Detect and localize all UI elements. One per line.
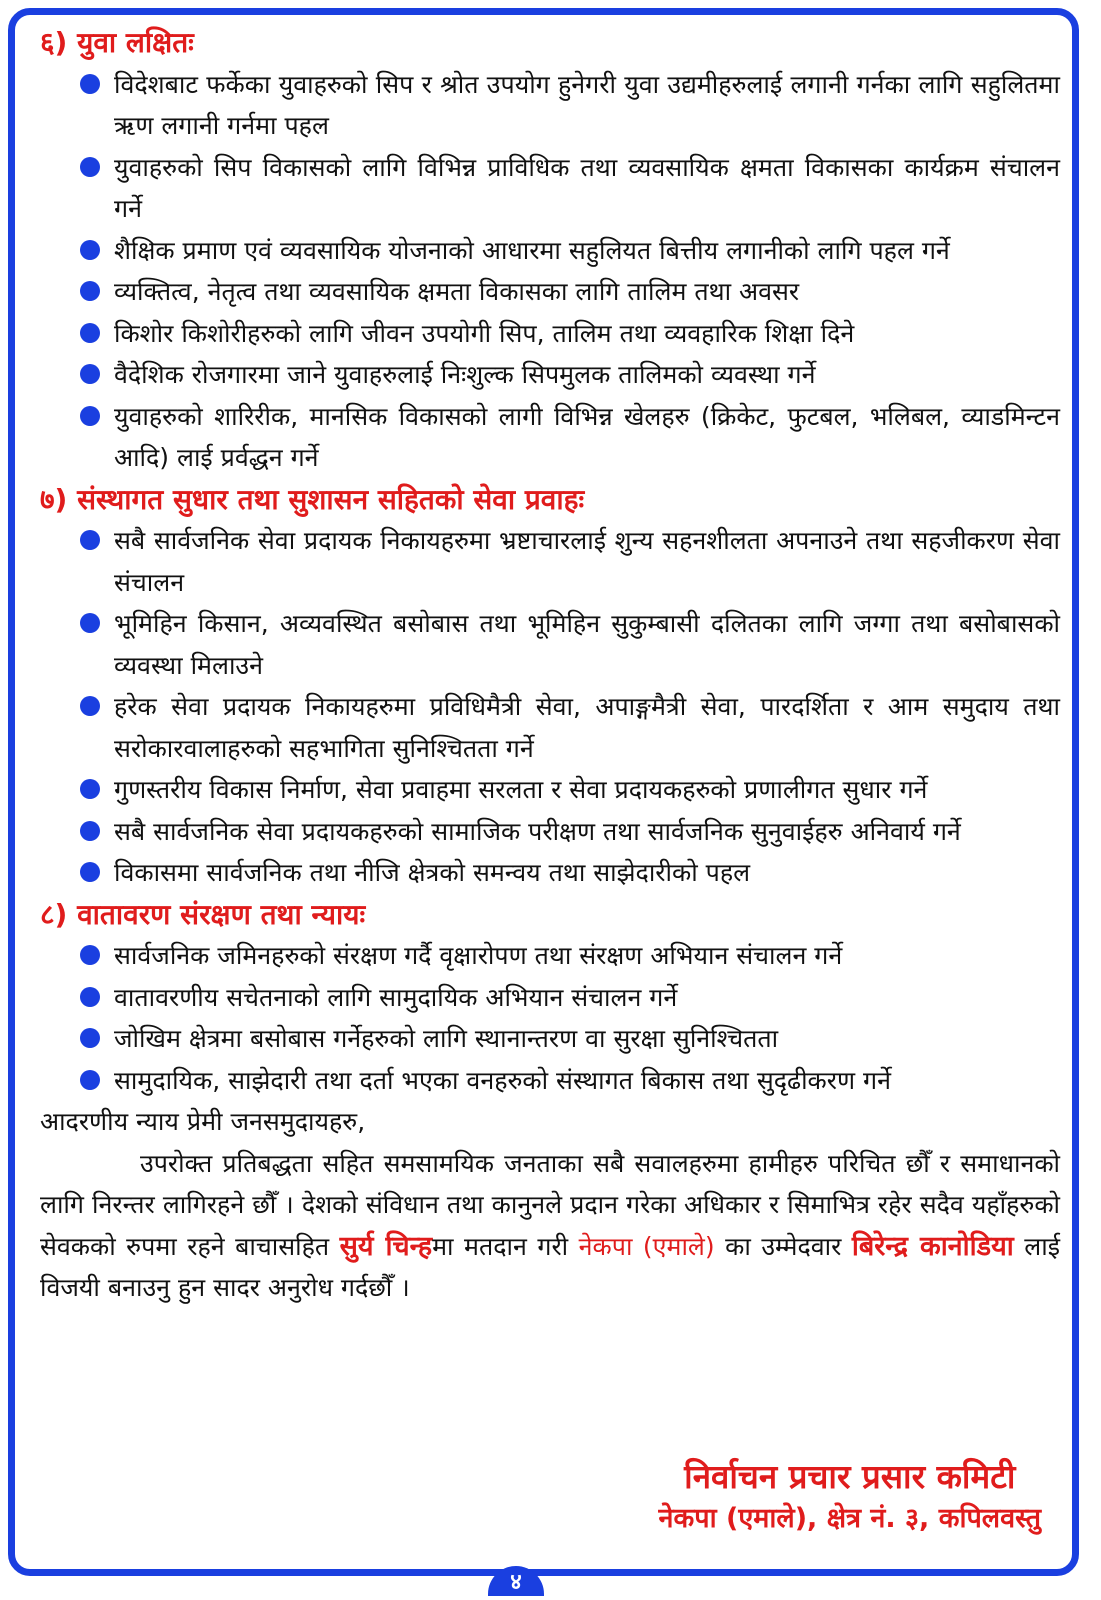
election-symbol: सुर्य चिन्ह: [339, 1230, 433, 1262]
list-item: किशोर किशोरीहरुको लागि जीवन उपयोगी सिप, तालिम तथा व्यवहारिक शिक्षा दिने: [40, 313, 1060, 355]
list-item: विदेशबाट फर्केका युवाहरुको सिप र श्रोत उपयोग हुनेगरी युवा उद्यमीहरुलाई लगानी गर्नका लागि सहुलितमा ऋण लगानी गर्नमा पहल: [40, 64, 1060, 147]
list-item: वैदेशिक रोजगारमा जाने युवाहरुलाई निःशुल्क सिपमुलक तालिमको व्यवस्था गर्ने: [40, 354, 1060, 396]
bullet-icon: [80, 323, 100, 343]
list-item: जोखिम क्षेत्रमा बसोबास गर्नेहरुको लागि स्थानान्तरण वा सुरक्षा सुनिश्चितता: [40, 1018, 1060, 1060]
list-item: युवाहरुको शारिरीक, मानसिक विकासको लागी विभिन्न खेलहरु (क्रिकेट, फुटबल, भलिबल, व्याडमिन्टन आदि) लाई प्रर्वद्धन गर्ने: [40, 396, 1060, 479]
bullet-icon: [80, 281, 100, 301]
party-name: नेकपा (एमाले): [578, 1231, 715, 1261]
youth-list: [40, 64, 1060, 479]
bullet-icon: [80, 987, 100, 1007]
section-heading-governance: ७) संस्थागत सुधार तथा सुशासन सहितको सेवा प्रवाहः: [40, 482, 585, 516]
list-item: वातावरणीय सचेतनाको लागि सामुदायिक अभियान संचालन गर्ने: [40, 977, 1060, 1019]
bullet-icon: [80, 364, 100, 384]
bullet-icon: [80, 945, 100, 965]
list-item: गुणस्तरीय विकास निर्माण, सेवा प्रवाहमा सरलता र सेवा प्रदायकहरुको प्रणालीगत सुधार गर्ने: [40, 769, 1060, 811]
list-item: शैक्षिक प्रमाण एवं व्यवसायिक योजनाको आधारमा सहुलियत बित्तीय लगानीको लागि पहल गर्ने: [40, 230, 1060, 272]
list-item: हरेक सेवा प्रदायक निकायहरुमा प्रविधिमैत्री सेवा, अपाङ्गमैत्री सेवा, पारदर्शिता र आम समुदाय तथा सरोकारवालाहरुको सहभागिता सुनिश्चितता गर्ने: [40, 686, 1060, 769]
bullet-icon: [80, 1070, 100, 1090]
list-item: भूमिहिन किसान, अव्यवस्थित बसोबास तथा भूमिहिन सुकुम्बासी दलितका लागि जग्गा तथा बसोबासको व्यवस्था मिलाउने: [40, 603, 1060, 686]
document-body: [40, 22, 1060, 1309]
list-item: विकासमा सार्वजनिक तथा नीजि क्षेत्रको समन्वय तथा साझेदारीको पहल: [40, 852, 1060, 894]
page-number: ४: [488, 1566, 544, 1596]
greeting-line: आदरणीय न्याय प्रेमी जनसमुदायहरु,: [40, 1107, 366, 1136]
candidate-name: बिरेन्द्र कानोडिया: [851, 1230, 1014, 1262]
bullet-icon: [80, 696, 100, 716]
bullet-icon: [80, 613, 100, 633]
list-item: युवाहरुको सिप विकासको लागि विभिन्न प्राविधिक तथा व्यवसायिक क्षमता विकासका कार्यक्रम संचालन गर्ने: [40, 147, 1060, 230]
bullet-icon: [80, 74, 100, 94]
closing-paragraph: उपरोक्त प्रतिबद्धता सहित समसामयिक जनताका सबै सवालहरुमा हामीहरु परिचित छौँ र समाधानको लागि निरन्तर लागिरहने छौँ । देशको संविधान तथा कानुनले प्रदान गरेका अधिकार र सिमाभित्र रहेर सदैव यहाँहरुको सेवकको रुपमा रहने बाचासहित सुर्य चिन्हमा मतदान गरी नेकपा (एमाले) का उम्मेदवार बिरेन्द्र कानोडिया लाई विजयी बनाउनु हुन सादर अनुरोध गर्दछौँ ।: [40, 1148, 1060, 1302]
committee-name: निर्वाचन प्रचार प्रसार कमिटी: [684, 1457, 1016, 1496]
bullet-icon: [80, 406, 100, 426]
section-heading-environment: ८) वातावरण संरक्षण तथा न्यायः: [40, 897, 366, 931]
governance-list: [40, 520, 1060, 894]
list-item: सबै सार्वजनिक सेवा प्रदायक निकायहरुमा भ्रष्टाचारलाई शुन्य सहनशीलता अपनाउने तथा सहजीकरण सेवा संचालन: [40, 520, 1060, 603]
list-item: सार्वजनिक जमिनहरुको संरक्षण गर्दै वृक्षारोपण तथा संरक्षण अभियान संचालन गर्ने: [40, 935, 1060, 977]
bullet-icon: [80, 779, 100, 799]
bullet-icon: [80, 862, 100, 882]
party-constituency: नेकपा (एमाले), क्षेत्र नं. ३, कपिलवस्तु: [658, 1503, 1041, 1534]
environment-list: [40, 935, 1060, 1101]
bullet-icon: [80, 1028, 100, 1048]
bullet-icon: [80, 240, 100, 260]
bullet-icon: [80, 821, 100, 841]
list-item: सामुदायिक, साझेदारी तथा दर्ता भएका वनहरुको संस्थागत बिकास तथा सुदृढीकरण गर्ने: [40, 1060, 1060, 1102]
list-item: व्यक्तित्व, नेतृत्व तथा व्यवसायिक क्षमता विकासका लागि तालिम तथा अवसर: [40, 271, 1060, 313]
section-heading-youth: ६) युवा लक्षितः: [40, 26, 194, 59]
list-item: सबै सार्वजनिक सेवा प्रदायकहरुको सामाजिक परीक्षण तथा सार्वजनिक सुनुवाईहरु अनिवार्य गर्ने: [40, 811, 1060, 853]
bullet-icon: [80, 530, 100, 550]
bullet-icon: [80, 157, 100, 177]
signature-block: [659, 1455, 1041, 1539]
